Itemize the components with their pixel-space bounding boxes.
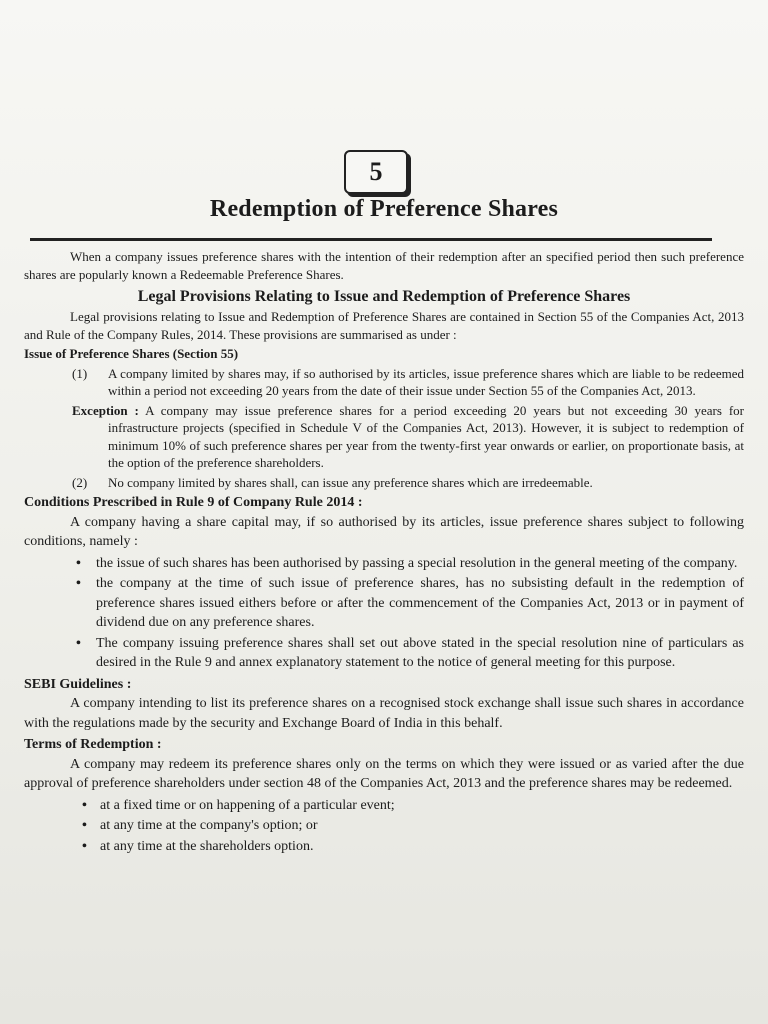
list-item xyxy=(24,574,744,633)
intro-paragraph: When a company issues preference shares with the intention of their redemption after an specified period then such preference shares are popularly known a Redeemable Preference Shares. xyxy=(24,249,744,282)
bullet-icon: • xyxy=(82,838,87,854)
issue-item-1 xyxy=(24,365,744,400)
conditions-paragraph: A company having a share capital may, if so authorised by its articles, issue preference shares subject to following conditions, namely : xyxy=(24,514,744,549)
list-item xyxy=(24,796,744,816)
conditions-heading: Conditions Prescribed in Rule 9 of Company Rule 2014 : xyxy=(24,495,363,510)
bullet-icon: • xyxy=(76,555,81,571)
bullet-icon: • xyxy=(76,635,81,651)
exception-block xyxy=(24,402,744,472)
page-body xyxy=(24,248,744,857)
list-item-text: the company at the time of such issue of preference shares, has no subsisting default in the redemption of preference shares issued eithers before or after the commencement of the Companies Act, 2013 or in payment of dividend due on any preference shares. xyxy=(96,576,744,630)
terms-list xyxy=(24,796,744,857)
legal-provisions-heading: Legal Provisions Relating to Issue and Redemption of Preference Shares xyxy=(137,288,631,305)
issue-item-2 xyxy=(24,474,744,492)
chapter-number-box xyxy=(344,150,408,194)
issue-item-1-text: A company limited by shares may, if so authorised by its articles, issue preference shares which are liable to be redeemed within a period not exceeding 20 years from the date of their issue under Section 55 of the Companies Act, 2013. xyxy=(108,365,744,398)
issue-item-1-number: (1) xyxy=(72,365,88,381)
bullet-icon: • xyxy=(82,797,87,813)
list-item-text: at any time at the shareholders option. xyxy=(100,838,314,854)
sebi-paragraph: A company intending to list its preference shares on a recognised stock exchange shall issue such shares in accordance with the regulations made by the security and Exchange Board of India in this behalf. xyxy=(24,696,744,731)
chapter-number: 5 xyxy=(369,157,383,186)
list-item xyxy=(24,816,744,836)
list-item-text: at a fixed time or on happening of a particular event; xyxy=(100,797,395,813)
exception-text: A company may issue preference shares for a period exceeding 20 years but not exceeding 30 years for infrastructure projects (specified in Schedule V of the Companies Act, 2013). However, it is subject to redemption of minimum 10% of such preference shares per year from the twenty-first year onwards or earlier, on proportionate basis, at the option of the preference shareholders. xyxy=(108,402,744,470)
list-item xyxy=(24,554,744,574)
list-item xyxy=(24,837,744,857)
issue-item-2-text: No company limited by shares shall, can issue any preference shares which are irredeemable. xyxy=(108,474,593,490)
legal-provisions-paragraph: Legal provisions relating to Issue and Redemption of Preference Shares are contained in Section 55 of the Companies Act, 2013 and Rule of the Company Rules, 2014. These provisions are summarised as under : xyxy=(24,309,744,342)
list-item-text: at any time at the company's option; or xyxy=(100,818,318,833)
issue-item-2-number: (2) xyxy=(72,474,88,490)
terms-heading: Terms of Redemption : xyxy=(24,737,162,752)
bullet-icon: • xyxy=(82,818,87,833)
chapter-title: Redemption of Preference Shares xyxy=(209,196,559,222)
list-item-text: the issue of such shares has been authorised by passing a special resolution in the general meeting of the company. xyxy=(96,555,738,571)
exception-label: Exception : xyxy=(72,402,139,418)
sebi-heading: SEBI Guidelines : xyxy=(24,676,132,692)
bullet-icon: • xyxy=(76,576,81,591)
terms-paragraph: A company may redeem its preference shares only on the terms on which they were issued or as varied after the due approval of preference shareholders under section 48 of the Companies Act, 2013 and the preference shares may be redeemed. xyxy=(24,756,744,791)
list-item xyxy=(24,634,744,673)
conditions-list xyxy=(24,554,744,673)
title-underline xyxy=(30,238,712,241)
issue-heading: Issue of Preference Shares (Section 55) xyxy=(24,346,239,361)
list-item-text: The company issuing preference shares shall set out above stated in the special resolution nine of particulars as desired in the Rule 9 and annex explanatory statement to the notice of general meeting for this purpose. xyxy=(96,635,744,670)
